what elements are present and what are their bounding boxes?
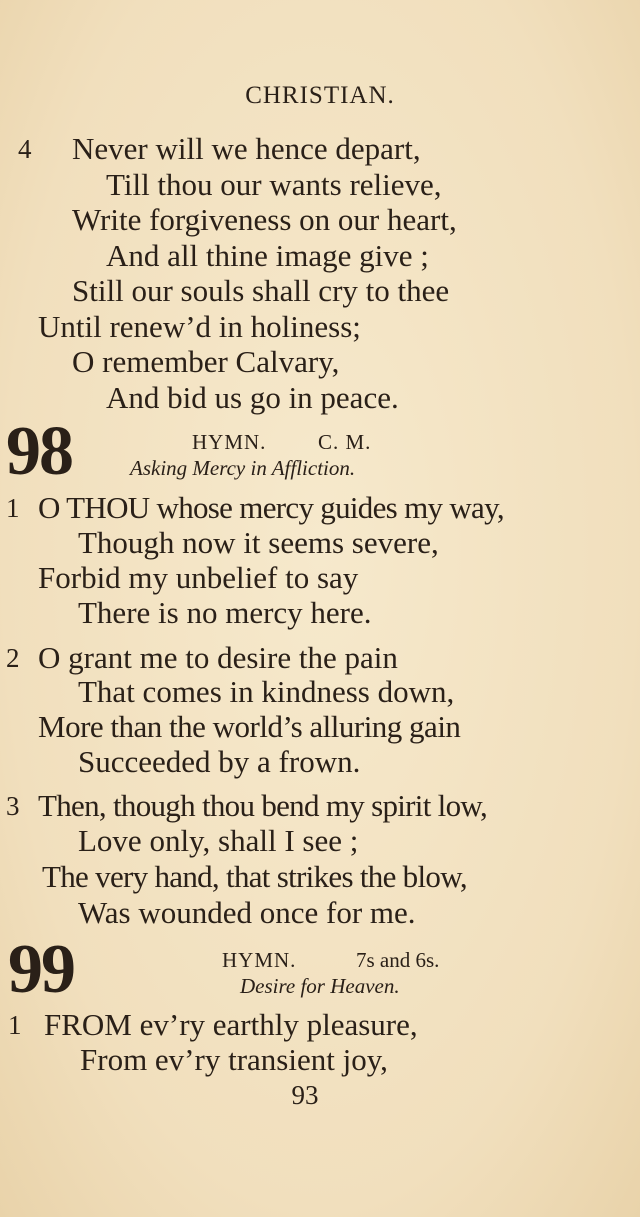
verse-line: Write forgiveness on our heart, [72,202,457,237]
verse-number: 1 [6,493,20,523]
verse-line: Forbid my unbelief to say [38,560,359,595]
verse-line: Though now it seems severe, [78,525,439,560]
verse-line: And bid us go in peace. [106,380,399,415]
verse-line: Love only, shall I see ; [78,823,359,858]
verse-number: 1 [8,1010,22,1040]
verse-line: From ev’ry transient joy, [80,1042,388,1077]
hymn-meter: C. M. [318,430,372,454]
verse-line: O grant me to desire the pain [38,640,398,675]
verse-line: The very hand, that strikes the blow, [42,859,467,894]
verse-line: Then, though thou bend my spirit low, [38,788,488,823]
verse-line: O remember Calvary, [72,344,340,379]
hymn-subtitle: Asking Mercy in Affliction. [130,456,356,480]
hymn-subtitle: Desire for Heaven. [240,974,400,998]
verse-number: 2 [6,643,20,673]
verse-line: There is no mercy here. [78,595,372,630]
hymn-title: HYMN. [192,430,267,454]
page-number: 93 [291,1080,319,1110]
running-head: CHRISTIAN. [245,82,395,109]
verse-line: O THOU whose mercy guides my way, [38,490,504,525]
verse-line: More than the world’s alluring gain [38,709,461,744]
verse-line: Was wounded once for me. [78,895,416,930]
verse-line: That comes in kindness down, [78,674,455,709]
verse-line: Succeeded by a frown. [78,744,361,779]
hymn-meter: 7s and 6s. [356,948,440,972]
verse-line: Never will we hence depart, [72,131,421,166]
verse-line: FROM ev’ry earthly pleasure, [44,1007,418,1042]
verse-line: Until renew’d in holiness; [38,309,361,344]
verse-line: And all thine image give ; [106,238,429,273]
verse-number: 3 [6,791,20,821]
hymn-number: 98 [6,413,72,490]
verse-line: Still our souls shall cry to thee [72,273,450,308]
hymn-title: HYMN. [222,948,297,972]
verse-number: 4 [18,134,32,164]
hymn-number: 99 [8,931,74,1008]
verse-line: Till thou our wants relieve, [106,167,442,202]
